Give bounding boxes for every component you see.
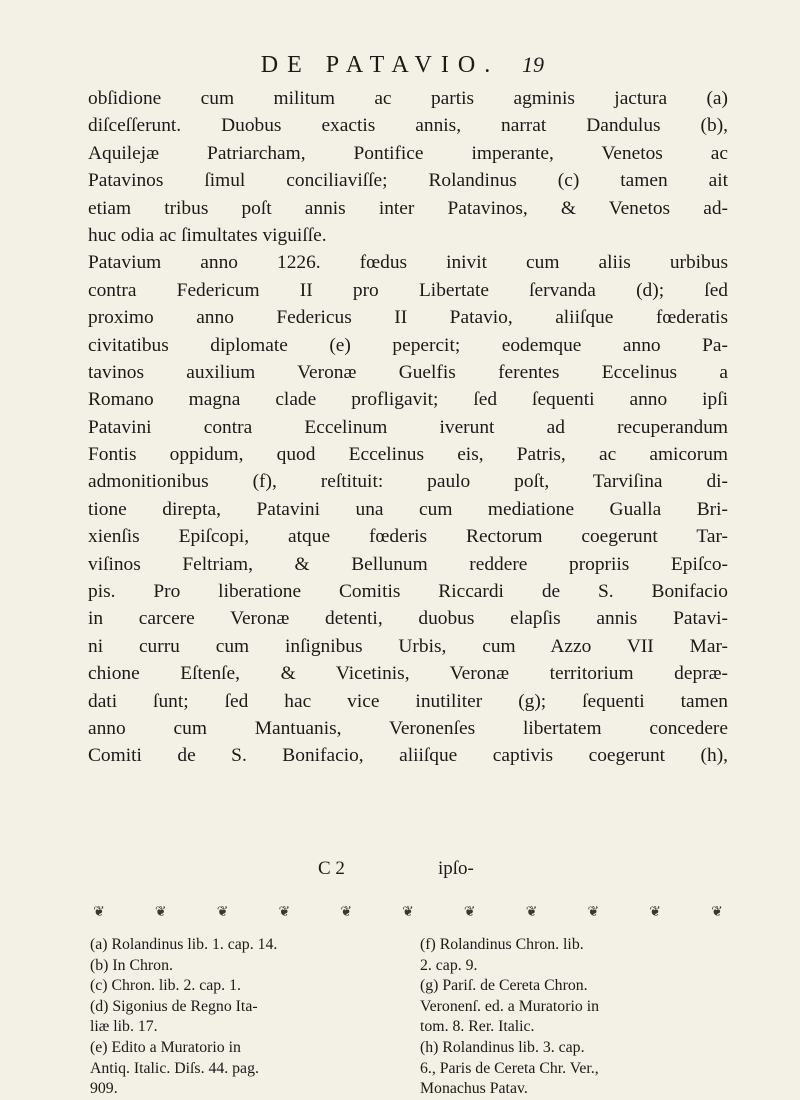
text-line: tione direpta, Patavini una cum mediatione Gualla Bri-: [88, 498, 728, 520]
text-line: Patavinos ſimul conciliaviſſe; Rolandinus (c) tamen ait: [88, 170, 728, 192]
footnote-line: 909.: [90, 1080, 118, 1098]
text-line: contra Federicum II pro Libertate ſervanda (d); ſed: [88, 279, 728, 301]
text-line: diſceſſerunt. Duobus exactis annis, narrat Dandulus (b),: [88, 115, 728, 137]
fleuron-icon: ❦: [216, 905, 229, 920]
fleuron-icon: ❦: [525, 905, 538, 920]
footnotes-left-column: [90, 935, 405, 1100]
footnote-line: (e) Edito a Muratorio in: [90, 1038, 241, 1056]
text-line: proximo anno Federicus II Patavio, aliiſque fœderatis: [88, 307, 728, 329]
footnote-line: Antiq. Italic. Diſs. 44. pag.: [90, 1059, 259, 1077]
fleuron-icon: ❦: [340, 905, 353, 920]
text-line: obſidione cum militum ac partis agminis jactura (a): [88, 88, 728, 109]
footnote-line: Veronenſ. ed. a Muratorio in: [420, 997, 599, 1015]
text-line: admonitionibus (f), reſtituit: paulo poſt, Tarviſina di-: [88, 471, 728, 493]
footnote-line: 2. cap. 9.: [420, 956, 478, 974]
text-line: chione Eſtenſe, & Vicetinis, Veronæ territorium depræ-: [88, 663, 728, 685]
fleuron-icon: ❦: [93, 905, 105, 920]
fleuron-icon: ❦: [649, 905, 662, 920]
text-line: Romano magna clade profligavit; ſed ſequenti anno ipſi: [88, 389, 728, 411]
fleuron-icon: ❦: [278, 905, 291, 920]
footnote-line: Monachus Patav.: [420, 1080, 528, 1098]
text-line: viſinos Feltriam, & Bellunum reddere propriis Epiſco-: [88, 553, 728, 575]
text-line: tavinos auxilium Veronæ Guelfis ferentes Eccelinus a: [88, 361, 728, 383]
page-number: 19: [522, 52, 544, 77]
footnote-line: (f) Rolandinus Chron. lib.: [420, 936, 584, 953]
fleuron-icon: ❦: [463, 905, 476, 920]
footnote-line: (b) In Chron.: [90, 956, 173, 974]
text-line: Patavini contra Eccelinum iverunt ad recuperandum: [88, 416, 728, 438]
fleuron-icon: ❦: [154, 905, 167, 920]
text-line: civitatibus diplomate (e) pepercit; eodemque anno Pa-: [88, 334, 728, 356]
footnote-line: 6., Paris de Cereta Chr. Ver.,: [420, 1059, 599, 1077]
text-line: etiam tribus poſt annis inter Patavinos, & Venetos ad-: [88, 197, 728, 219]
footnote-line: (g) Pariſ. de Cereta Chron.: [420, 977, 588, 995]
text-line: xienſis Epiſcopi, atque fœderis Rectorum coegerunt Tar-: [88, 526, 728, 548]
text-line: anno cum Mantuanis, Veronenſes libertatem concedere: [88, 717, 728, 739]
footnote-line: tom. 8. Rer. Italic.: [420, 1018, 535, 1036]
fleuron-icon: ❦: [587, 905, 600, 920]
text-line: dati ſunt; ſed hac vice inutiliter (g); ſequenti tamen: [88, 690, 728, 712]
text-line: ni curru cum inſignibus Urbis, cum Azzo VII Mar-: [88, 635, 728, 657]
footnotes-right-column: [420, 935, 735, 1100]
fleuron-icon: ❦: [711, 905, 723, 920]
signature-mark: C 2: [318, 858, 345, 879]
footnote-line: (d) Sigonius de Regno Ita-: [90, 997, 258, 1015]
catchword: ipſo-: [438, 858, 474, 879]
fleuron-icon: ❦: [402, 905, 414, 920]
main-text: [88, 85, 728, 770]
text-line: pis. Pro liberatione Comitis Riccardi de S. Bonifacio: [88, 581, 728, 603]
footnote-line: (h) Rolandinus lib. 3. cap.: [420, 1038, 585, 1056]
footnote-line: (c) Chron. lib. 2. cap. 1.: [90, 977, 241, 995]
ornament-divider: [88, 904, 728, 921]
text-line: Aquilejæ Patriarcham, Pontifice imperante, Venetos ac: [88, 142, 728, 164]
text-line: huc odia ac ſimultates viguiſſe.: [88, 224, 327, 246]
text-line: Comiti de S. Bonifacio, aliiſque captivis coegerunt (h),: [88, 745, 728, 767]
text-line: in carcere Veronæ detenti, duobus elapſis annis Patavi-: [88, 608, 728, 630]
footnote-line: liæ lib. 17.: [90, 1018, 158, 1036]
text-line: Patavium anno 1226. fœdus inivit cum aliis urbibus: [88, 252, 728, 274]
running-head: DE PATAVIO.: [260, 52, 500, 78]
footnote-line: (a) Rolandinus lib. 1. cap. 14.: [90, 936, 278, 953]
text-line: Fontis oppidum, quod Eccelinus eis, Patris, ac amicorum: [88, 444, 728, 466]
